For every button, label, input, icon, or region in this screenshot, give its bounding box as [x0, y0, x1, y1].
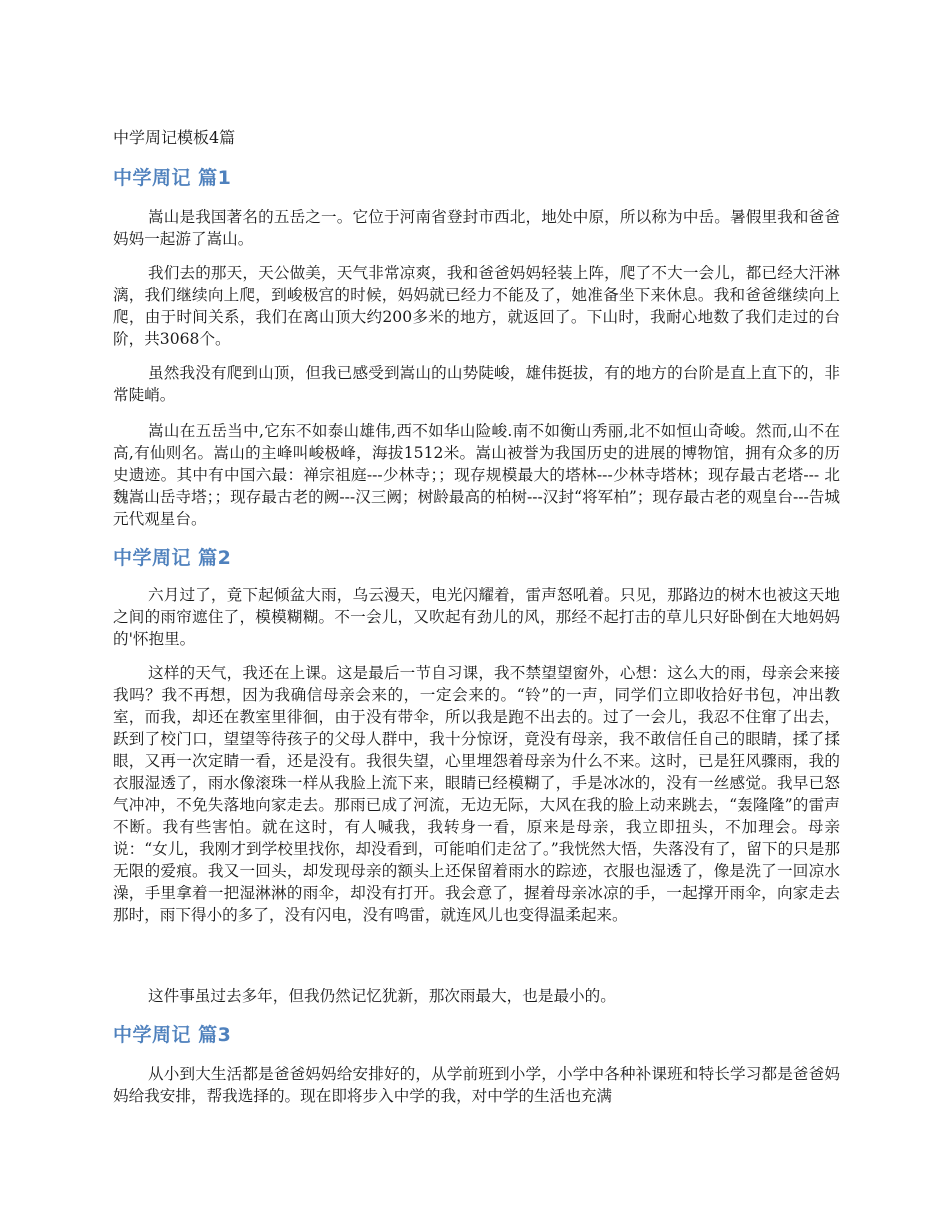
paragraph: 嵩山是我国著名的五岳之一。它位于河南省登封市西北，地处中原，所以称为中岳。暑假里我和爸爸妈妈一起游了嵩山。: [113, 208, 840, 248]
paragraph: 这样的天气，我还在上课。这是最后一节自习课，我不禁望望窗外，心想：这么大的雨，母亲会来接我吗？我不再想，因为我确信母亲会来的，一定会来的。“铃”的一声，同学们立即收拾好书包，冲出教室，而我，却还在教室里徘徊，由于没有带伞，所以我是跑不出去的。过了一会儿，我忍不住窜了出去，跃到了校门口，望望等待孩子的父母人群中，我十分惊讶，竟没有母亲，我不敢信任自己的眼睛，揉了揉眼，又再一次定睛一看，还是没有。我很失望，心里埋怨着母亲为什么不来。这时，已是狂风骤雨，我的衣服湿透了，雨水像滚珠一样从我脸上流下来，眼睛已经模糊了，手是冰冰的，没有一丝感觉。我早已怒气冲冲，不免失落地向家走去。那雨已成了河流，无边无际，大风在我的脸上动来跳去，“轰隆隆”的雷声不断。我有些害怕。就在这时，有人喊我，我转身一看，原来是母亲，我立即扭头，不加理会。母亲说：“女儿，我刚才到学校里找你，却没看到，可能咱们走岔了。”我恍然大悟，失落没有了，留下的只是那无限的爱痕。我又一回头，却发现母亲的额头上还保留着雨水的踪迹，衣服也湿透了，像是洗了一回凉水澡，手里拿着一把湿淋淋的雨伞，却没有打开。我会意了，握着母亲冰凉的手，一起撑开雨伞，向家走去那时，雨下得小的多了，没有闪电，没有鸣雷，就连风儿也变得温柔起来。: [113, 664, 840, 924]
section-heading-3: 中学周记 篇3: [113, 1024, 232, 1046]
section-heading-2: 中学周记 篇2: [113, 547, 232, 569]
paragraph: 这件事虽过去多年，但我仍然记忆犹新，那次雨最大，也是最小的。: [148, 987, 616, 1005]
section-heading-1: 中学周记 篇1: [113, 167, 232, 189]
paragraph: 我们去的那天，天公做美，天气非常凉爽，我和爸爸妈妈轻装上阵，爬了不大一会儿，都已经大汗淋漓，我们继续向上爬，到峻极宫的时候，妈妈就已经力不能及了，她准备坐下来休息。我和爸爸继续向上爬，由于时间关系，我们在离山顶大约200多米的地方，就返回了。下山时，我耐心地数了我们走过的台阶，共3068个。: [113, 264, 840, 348]
paragraph: 六月过了，竟下起倾盆大雨，乌云漫天，电光闪耀着，雷声怒吼着。只见，那路边的树木也被这天地之间的雨帘遮住了，模模糊糊。不一会儿，又吹起有劲儿的风，那经不起打击的草儿只好卧倒在大地妈妈的'怀抱里。: [113, 586, 840, 648]
document-title: 中学周记模板4篇: [113, 128, 236, 147]
paragraph: 嵩山在五岳当中,它东不如泰山雄伟,西不如华山险峻.南不如衡山秀丽,北不如恒山奇峻。然而,山不在高,有仙则名。嵩山的主峰叫峻极峰，海拔1512米。嵩山被誉为我国历史的进展的博物馆，拥有众多的历史遗迹。其中有中国六最：禅宗祖庭---少林寺；；现存规模最大的塔林---少林寺塔林；现存最古老塔--- 北魏嵩山岳寺塔；；现存最古老的阙---汉三阙；树龄最高的柏树---汉封“将军柏”；现存最古老的观皇台---告城元代观星台。: [113, 422, 840, 528]
paragraph: 从小到大生活都是爸爸妈妈给安排好的，从学前班到小学，小学中各种补课班和特长学习都是爸爸妈妈给我安排，帮我选择的。现在即将步入中学的我，对中学的生活也充满: [113, 1065, 840, 1105]
paragraph: 虽然我没有爬到山顶，但我已感受到嵩山的山势陡峻，雄伟挺拔，有的地方的台阶是直上直下的，非常陡峭。: [113, 364, 840, 404]
